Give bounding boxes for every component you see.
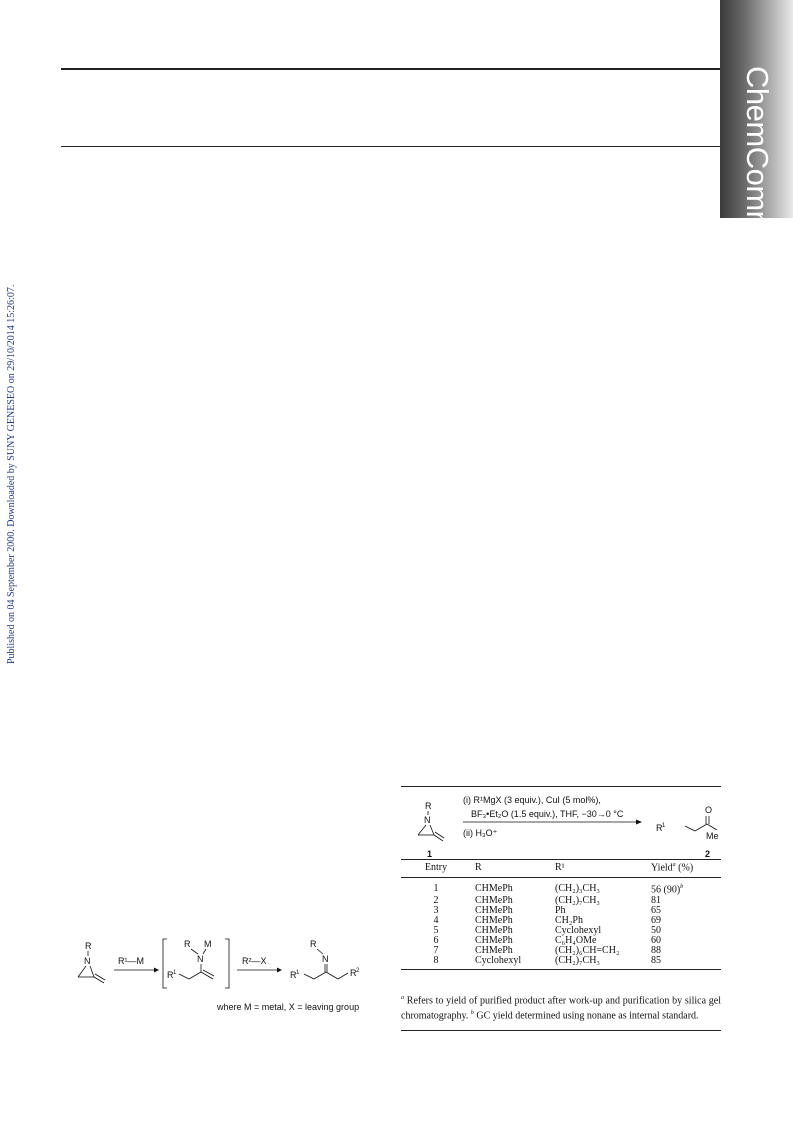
- table-row: [401, 956, 721, 966]
- header-yield: Yield$^a$ (%): [651, 862, 694, 874]
- r1-cell: CH₂Ph: [555, 914, 583, 926]
- r-cell: CHMePh: [475, 944, 513, 956]
- svg-text:2: 2: [356, 968, 360, 974]
- svg-text:R: R: [310, 939, 317, 949]
- entry-cell: 2: [433, 894, 439, 906]
- r-cell: CHMePh: [475, 894, 513, 906]
- yield-cell: 50: [651, 924, 661, 936]
- svg-text:R: R: [425, 801, 432, 811]
- svg-text:1: 1: [173, 970, 177, 976]
- r-cell: CHMePh: [475, 934, 513, 946]
- compound-label-2: 2: [705, 849, 711, 859]
- entry-cell: 5: [433, 924, 439, 936]
- reagent-2-label: R²—X: [242, 956, 267, 966]
- svg-text:N: N: [197, 954, 204, 964]
- entry-cell: 1: [433, 882, 439, 894]
- condition-line-1: (i) R¹MgX (3 equiv.), CuI (5 mol%),: [463, 795, 601, 805]
- header-bottom-rule: [61, 146, 721, 147]
- reagent-1-label: R¹—M: [118, 956, 144, 966]
- header-r: R: [475, 862, 482, 874]
- r1-cell: (CH₂)₇CH₃: [555, 954, 600, 966]
- r1-cell: Ph: [555, 904, 566, 916]
- svg-text:N: N: [84, 956, 91, 966]
- entry-cell: 3: [433, 904, 439, 916]
- yield-cell: 85: [651, 954, 661, 966]
- svg-text:R: R: [350, 968, 357, 978]
- r1-cell: Cyclohexyl: [555, 924, 602, 936]
- methyleneaziridine-structure: [78, 941, 105, 983]
- header-entry: Entry: [424, 862, 448, 874]
- svg-text:R: R: [290, 970, 297, 980]
- yield-cell: 81: [651, 894, 661, 906]
- table-row: [401, 882, 721, 895]
- scheme-caption: where M = metal, X = leaving group: [217, 1002, 360, 1012]
- table-footnote: $^a$ Refers to yield of purified product after work-up and purification by silica gel chromatography. $^b$ GC yield determined using nonane as internal standard.: [401, 995, 721, 1022]
- entry-cell: 7: [433, 944, 439, 956]
- left-bracket: [163, 939, 167, 988]
- svg-text:Me: Me: [706, 831, 719, 841]
- download-watermark: Published on 04 September 2000. Downloaded by SUNY GENESEO on 29/10/2014 15:26:07.: [6, 284, 17, 664]
- table-header-top-rule: [401, 859, 721, 860]
- svg-text:R: R: [167, 970, 174, 980]
- svg-text:R: R: [85, 941, 92, 951]
- r-cell: CHMePh: [475, 882, 513, 894]
- r1-cell: (CH₂)₇CH₃: [555, 894, 600, 906]
- svg-text:R: R: [184, 939, 191, 949]
- svg-text:M: M: [204, 939, 212, 949]
- r1-cell: (CH₂)₆CH=CH₂: [555, 944, 620, 956]
- entry-cell: 8: [433, 954, 439, 966]
- table-body: [401, 882, 721, 965]
- condition-line-3: (ii) H₃O⁺: [463, 828, 498, 838]
- yield-cell: 69: [651, 914, 661, 926]
- r-cell: CHMePh: [475, 914, 513, 926]
- right-bracket: [225, 939, 229, 988]
- compound-label-1: 1: [427, 849, 433, 859]
- yield-table: [401, 860, 721, 966]
- journal-tab: [720, 0, 793, 236]
- header-r1: R¹: [555, 862, 565, 874]
- table-top-rule: [401, 786, 721, 787]
- r-cell: CHMePh: [475, 924, 513, 936]
- footnote-bottom-rule: [401, 1030, 721, 1031]
- reaction-scheme: [401, 787, 721, 859]
- metalated-intermediate: [167, 939, 214, 980]
- svg-text:R: R: [656, 823, 663, 833]
- svg-text:1: 1: [662, 823, 666, 829]
- r1-cell: C₆H₄OMe: [555, 934, 597, 946]
- entry-cell: 6: [433, 934, 439, 946]
- journal-name: ChemComm: [739, 66, 775, 236]
- imine-product: [290, 939, 360, 980]
- entry-cell: 4: [433, 914, 439, 926]
- table-header-row: [401, 860, 721, 875]
- svg-text:N: N: [424, 815, 431, 825]
- header-top-rule: [61, 68, 721, 70]
- svg-text:N: N: [322, 954, 329, 964]
- table-header-bottom-rule: [401, 877, 721, 878]
- condition-line-2: BF₃•Et₂O (1.5 equiv.), THF, −30→0 °C: [471, 809, 624, 819]
- table-bottom-rule: [401, 969, 721, 970]
- r1-cell: (CH₂)₃CH₃: [555, 882, 600, 894]
- table-1: [401, 786, 721, 970]
- svg-text:1: 1: [296, 970, 300, 976]
- yield-cell: 60: [651, 934, 661, 946]
- yield-cell: 56 $(90)^b$: [651, 884, 684, 896]
- scheme-1: [70, 930, 370, 998]
- yield-cell: 88: [651, 944, 661, 956]
- r-cell: CHMePh: [475, 904, 513, 916]
- yield-cell: 65: [651, 904, 661, 916]
- svg-text:O: O: [705, 805, 713, 815]
- r-cell: Cyclohexyl: [475, 954, 522, 966]
